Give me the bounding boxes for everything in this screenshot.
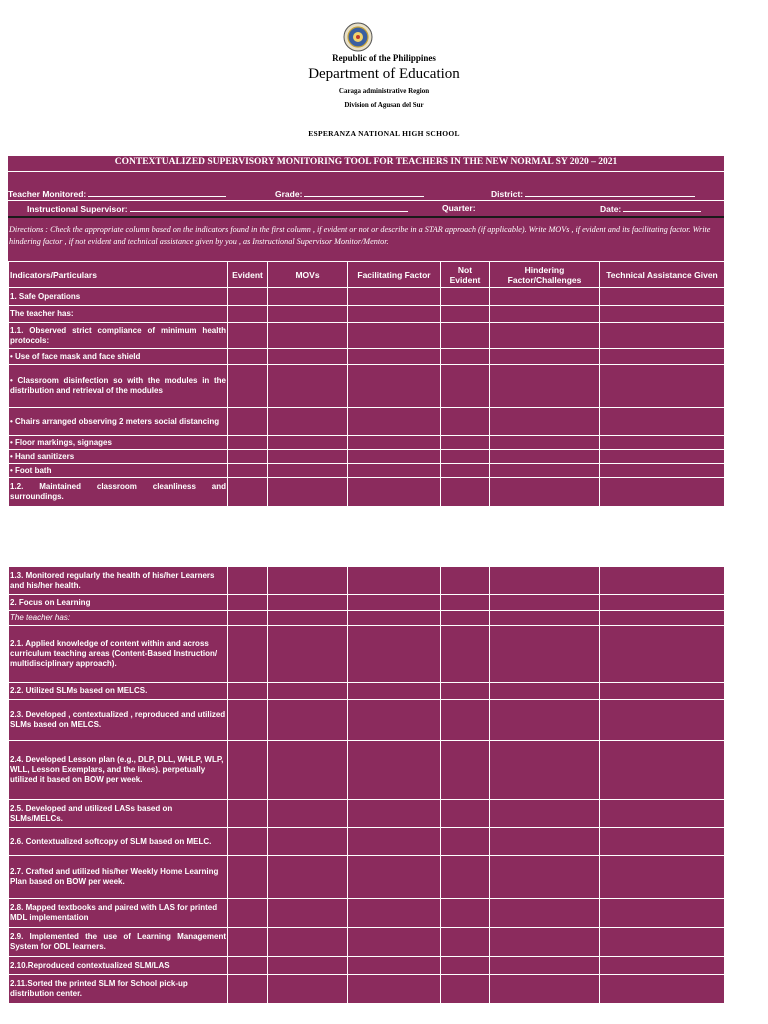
table-row — [9, 567, 725, 595]
not-evident-cell[interactable] — [441, 323, 490, 349]
division-heading: Division of Agusan del Sur — [344, 101, 424, 109]
table-row — [9, 741, 725, 800]
evident-cell[interactable] — [228, 957, 268, 975]
school-name: ESPERANZA NATIONAL HIGH SCHOOL — [308, 129, 460, 138]
district-label: District: — [491, 189, 524, 199]
table-row — [9, 436, 725, 450]
technical-cell[interactable] — [600, 957, 725, 975]
evident-cell[interactable] — [228, 478, 268, 507]
date-label: Date: — [600, 204, 622, 214]
evident-cell[interactable] — [228, 683, 268, 700]
technical-cell[interactable] — [600, 464, 725, 478]
table-row — [9, 828, 725, 856]
evident-cell[interactable] — [228, 349, 268, 365]
quarter-label: Quarter: — [442, 203, 476, 213]
not-evident-cell[interactable] — [441, 365, 490, 408]
technical-cell[interactable] — [600, 450, 725, 464]
facilitating-cell[interactable] — [348, 856, 441, 899]
technical-cell[interactable] — [600, 800, 725, 828]
hindering-cell[interactable] — [490, 700, 600, 741]
not-evident-cell[interactable] — [441, 957, 490, 975]
table-row — [9, 800, 725, 828]
not-evident-cell[interactable] — [441, 626, 490, 683]
directions-text: Directions : Check the appropriate column based on the indicators found in the first column , if evident or not or describe in a STAR approach (if applicable). Write MOVs , if evident and its facilitating factor. Write hindering factor , if not evident and technical assistance given by you , as Instructional Supervisor Monitor/Mentor. — [9, 225, 711, 246]
indicator-cell: 2.8. Mapped textbooks and paired with LAS for printed MDL implementation — [9, 899, 228, 928]
movs-cell[interactable] — [268, 349, 348, 365]
facilitating-cell[interactable] — [348, 478, 441, 507]
movs-cell[interactable] — [268, 478, 348, 507]
movs-cell[interactable] — [268, 436, 348, 450]
movs-cell[interactable] — [268, 683, 348, 700]
facilitating-cell[interactable] — [348, 928, 441, 957]
facilitating-cell[interactable] — [348, 567, 441, 595]
evident-cell[interactable] — [228, 408, 268, 436]
not-evident-cell[interactable] — [441, 611, 490, 626]
hindering-cell[interactable] — [490, 856, 600, 899]
not-evident-cell[interactable] — [441, 800, 490, 828]
not-evident-cell[interactable] — [441, 450, 490, 464]
technical-cell[interactable] — [600, 595, 725, 611]
table-row — [9, 306, 725, 323]
table-row — [9, 478, 725, 507]
col-header-hindering: Hindering Factor/Challenges — [490, 262, 600, 288]
indicator-cell: The teacher has: — [9, 611, 228, 626]
technical-cell[interactable] — [600, 928, 725, 957]
form-header-block — [8, 156, 724, 261]
evident-cell[interactable] — [228, 595, 268, 611]
table-row — [9, 464, 725, 478]
movs-cell[interactable] — [268, 928, 348, 957]
facilitating-cell[interactable] — [348, 741, 441, 800]
not-evident-cell[interactable] — [441, 899, 490, 928]
indicator-cell: 1.3. Monitored regularly the health of his/her Learners and his/her health. — [9, 567, 228, 595]
hindering-cell[interactable] — [490, 800, 600, 828]
facilitating-cell[interactable] — [348, 611, 441, 626]
technical-cell[interactable] — [600, 828, 725, 856]
facilitating-cell[interactable] — [348, 464, 441, 478]
indicator-cell: 2.9. Implemented the use of Learning Management System for ODL learners. — [9, 928, 228, 957]
facilitating-cell[interactable] — [348, 450, 441, 464]
hindering-cell[interactable] — [490, 436, 600, 450]
movs-cell[interactable] — [268, 450, 348, 464]
date-blank[interactable] — [623, 203, 701, 212]
supervisor-field[interactable] — [27, 203, 408, 214]
facilitating-cell[interactable] — [348, 957, 441, 975]
hindering-cell[interactable] — [490, 365, 600, 408]
evident-cell[interactable] — [228, 700, 268, 741]
not-evident-cell[interactable] — [441, 683, 490, 700]
movs-cell[interactable] — [268, 856, 348, 899]
facilitating-cell[interactable] — [348, 975, 441, 1004]
indicator-cell: 2.10.Reproduced contextualized SLM/LAS — [9, 957, 228, 975]
not-evident-cell[interactable] — [441, 478, 490, 507]
technical-cell[interactable] — [600, 626, 725, 683]
hindering-cell[interactable] — [490, 828, 600, 856]
evident-cell[interactable] — [228, 828, 268, 856]
indicator-cell: 1. Safe Operations — [9, 288, 228, 306]
hindering-cell[interactable] — [490, 450, 600, 464]
movs-cell[interactable] — [268, 306, 348, 323]
date-field[interactable] — [600, 203, 701, 214]
technical-cell[interactable] — [600, 856, 725, 899]
indicator-cell: 2.3. Developed , contextualized , reproduced and utilized SLMs based on MELCS. — [9, 700, 228, 741]
evident-cell[interactable] — [228, 899, 268, 928]
facilitating-cell[interactable] — [348, 800, 441, 828]
movs-cell[interactable] — [268, 464, 348, 478]
supervisor-label: Instructional Supervisor: — [27, 204, 128, 214]
district-field[interactable] — [491, 188, 695, 199]
teacher-label: Teacher Monitored: — [8, 189, 87, 199]
hindering-cell[interactable] — [490, 349, 600, 365]
evident-cell[interactable] — [228, 464, 268, 478]
technical-cell[interactable] — [600, 975, 725, 1004]
table-row — [9, 288, 725, 306]
technical-cell[interactable] — [600, 349, 725, 365]
technical-cell[interactable] — [600, 365, 725, 408]
facilitating-cell[interactable] — [348, 306, 441, 323]
evident-cell[interactable] — [228, 436, 268, 450]
movs-cell[interactable] — [268, 567, 348, 595]
indicator-cell: 2.4. Developed Lesson plan (e.g., DLP, DLL, WHLP, WLP, WLL, Lesson Exemplars, and the likes). perpetually utilized it based on BOW per week. — [9, 741, 228, 800]
table-row — [9, 928, 725, 957]
not-evident-cell[interactable] — [441, 828, 490, 856]
hindering-cell[interactable] — [490, 595, 600, 611]
table-row — [9, 349, 725, 365]
movs-cell[interactable] — [268, 626, 348, 683]
hindering-cell[interactable] — [490, 899, 600, 928]
indicator-cell: • Floor markings, signages — [9, 436, 228, 450]
facilitating-cell[interactable] — [348, 683, 441, 700]
facilitating-cell[interactable] — [348, 828, 441, 856]
facilitating-cell[interactable] — [348, 899, 441, 928]
col-header-indicators: Indicators/Particulars — [9, 262, 228, 288]
technical-cell[interactable] — [600, 567, 725, 595]
table-header-row — [9, 262, 725, 288]
table-row — [9, 323, 725, 349]
hindering-cell[interactable] — [490, 928, 600, 957]
evident-cell[interactable] — [228, 567, 268, 595]
hindering-cell[interactable] — [490, 323, 600, 349]
facilitating-cell[interactable] — [348, 323, 441, 349]
hindering-cell[interactable] — [490, 683, 600, 700]
indicator-cell: • Chairs arranged observing 2 meters social distancing — [9, 408, 228, 436]
indicator-cell: 1.2. Maintained classroom cleanliness and surroundings. — [9, 478, 228, 507]
table-row — [9, 365, 725, 408]
not-evident-cell[interactable] — [441, 436, 490, 450]
not-evident-cell[interactable] — [441, 349, 490, 365]
region-heading: Caraga administrative Region — [338, 87, 430, 95]
technical-cell[interactable] — [600, 683, 725, 700]
hindering-cell[interactable] — [490, 975, 600, 1004]
technical-cell[interactable] — [600, 408, 725, 436]
technical-cell[interactable] — [600, 436, 725, 450]
evident-cell[interactable] — [228, 626, 268, 683]
movs-cell[interactable] — [268, 899, 348, 928]
hindering-cell[interactable] — [490, 464, 600, 478]
facilitating-cell[interactable] — [348, 626, 441, 683]
hindering-cell[interactable] — [490, 288, 600, 306]
evident-cell[interactable] — [228, 741, 268, 800]
technical-cell[interactable] — [600, 306, 725, 323]
teacher-field[interactable] — [8, 188, 226, 199]
indicator-cell: • Classroom disinfection so with the modules in the distribution and retrieval of the modules — [9, 365, 228, 408]
technical-cell[interactable] — [600, 611, 725, 626]
facilitating-cell[interactable] — [348, 595, 441, 611]
col-header-movs: MOVs — [268, 262, 348, 288]
monitoring-table-page1 — [8, 261, 725, 507]
technical-cell[interactable] — [600, 323, 725, 349]
evident-cell[interactable] — [228, 611, 268, 626]
evident-cell[interactable] — [228, 288, 268, 306]
evident-cell[interactable] — [228, 450, 268, 464]
technical-cell[interactable] — [600, 700, 725, 741]
evident-cell[interactable] — [228, 365, 268, 408]
table-row — [9, 408, 725, 436]
hindering-cell[interactable] — [490, 957, 600, 975]
indicator-cell: 2. Focus on Learning — [9, 595, 228, 611]
hindering-cell[interactable] — [490, 611, 600, 626]
not-evident-cell[interactable] — [441, 928, 490, 957]
hindering-cell[interactable] — [490, 408, 600, 436]
grade-field[interactable] — [275, 188, 424, 199]
hindering-cell[interactable] — [490, 306, 600, 323]
not-evident-cell[interactable] — [441, 288, 490, 306]
evident-cell[interactable] — [228, 800, 268, 828]
movs-cell[interactable] — [268, 828, 348, 856]
indicator-cell: • Foot bath — [9, 464, 228, 478]
table-row — [9, 450, 725, 464]
grade-blank[interactable] — [304, 188, 424, 197]
indicator-cell: 2.7. Crafted and utilized his/her Weekly Home Learning Plan based on BOW per week. — [9, 856, 228, 899]
indicator-cell: 2.2. Utilized SLMs based on MELCS. — [9, 683, 228, 700]
department-heading: Department of Education — [308, 66, 460, 82]
table-row — [9, 957, 725, 975]
technical-cell[interactable] — [600, 478, 725, 507]
hindering-cell[interactable] — [490, 626, 600, 683]
not-evident-cell[interactable] — [441, 856, 490, 899]
not-evident-cell[interactable] — [441, 700, 490, 741]
movs-cell[interactable] — [268, 408, 348, 436]
facilitating-cell[interactable] — [348, 700, 441, 741]
movs-cell[interactable] — [268, 741, 348, 800]
technical-cell[interactable] — [600, 899, 725, 928]
supervisor-blank[interactable] — [130, 203, 408, 212]
indicator-cell: 2.6. Contextualized softcopy of SLM based on MELC. — [9, 828, 228, 856]
teacher-blank[interactable] — [88, 188, 226, 197]
evident-cell[interactable] — [228, 306, 268, 323]
evident-cell[interactable] — [228, 856, 268, 899]
hindering-cell[interactable] — [490, 567, 600, 595]
col-header-evident: Evident — [228, 262, 268, 288]
table-row — [9, 856, 725, 899]
movs-cell[interactable] — [268, 288, 348, 306]
not-evident-cell[interactable] — [441, 741, 490, 800]
technical-cell[interactable] — [600, 288, 725, 306]
republic-heading: Republic of the Philippines — [332, 53, 436, 63]
evident-cell[interactable] — [228, 975, 268, 1004]
table-row — [9, 975, 725, 1004]
indicator-cell: The teacher has: — [9, 306, 228, 323]
movs-cell[interactable] — [268, 975, 348, 1004]
indicator-cell: 2.5. Developed and utilized LASs based on SLMs/MELCs. — [9, 800, 228, 828]
divider — [8, 171, 724, 172]
facilitating-cell[interactable] — [348, 349, 441, 365]
evident-cell[interactable] — [228, 323, 268, 349]
movs-cell[interactable] — [268, 611, 348, 626]
evident-cell[interactable] — [228, 928, 268, 957]
movs-cell[interactable] — [268, 957, 348, 975]
table-row — [9, 611, 725, 626]
movs-cell[interactable] — [268, 595, 348, 611]
quarter-field[interactable] — [442, 203, 476, 213]
facilitating-cell[interactable] — [348, 288, 441, 306]
facilitating-cell[interactable] — [348, 365, 441, 408]
deped-seal-icon — [343, 22, 373, 52]
monitoring-table-page2 — [8, 566, 725, 1004]
table-row — [9, 700, 725, 741]
movs-cell[interactable] — [268, 365, 348, 408]
movs-cell[interactable] — [268, 323, 348, 349]
not-evident-cell[interactable] — [441, 306, 490, 323]
movs-cell[interactable] — [268, 700, 348, 741]
indicator-cell: 1.1. Observed strict compliance of minimum health protocols: — [9, 323, 228, 349]
indicator-cell: • Use of face mask and face shield — [9, 349, 228, 365]
indicator-cell: • Hand sanitizers — [9, 450, 228, 464]
movs-cell[interactable] — [268, 800, 348, 828]
not-evident-cell[interactable] — [441, 464, 490, 478]
technical-cell[interactable] — [600, 741, 725, 800]
hindering-cell[interactable] — [490, 741, 600, 800]
col-header-facilitating: Facilitating Factor — [348, 262, 441, 288]
indicator-cell: 2.1. Applied knowledge of content within and across curriculum teaching areas (Content-Based Instruction/ multidisciplinary approach). — [9, 626, 228, 683]
table-row — [9, 626, 725, 683]
not-evident-cell[interactable] — [441, 595, 490, 611]
facilitating-cell[interactable] — [348, 436, 441, 450]
table-row — [9, 683, 725, 700]
not-evident-cell[interactable] — [441, 408, 490, 436]
hindering-cell[interactable] — [490, 478, 600, 507]
facilitating-cell[interactable] — [348, 408, 441, 436]
not-evident-cell[interactable] — [441, 975, 490, 1004]
divider — [8, 200, 724, 201]
district-blank[interactable] — [525, 188, 695, 197]
col-header-technical: Technical Assistance Given — [600, 262, 725, 288]
table-row — [9, 899, 725, 928]
indicator-cell: 2.11.Sorted the printed SLM for School pick-up distribution center. — [9, 975, 228, 1004]
grade-label: Grade: — [275, 189, 303, 199]
not-evident-cell[interactable] — [441, 567, 490, 595]
divider — [8, 216, 724, 218]
col-header-not-evident: Not Evident — [441, 262, 490, 288]
form-title: CONTEXTUALIZED SUPERVISORY MONITORING TOOL FOR TEACHERS IN THE NEW NORMAL SY 2020 – 2021 — [114, 157, 618, 167]
table-row — [9, 595, 725, 611]
